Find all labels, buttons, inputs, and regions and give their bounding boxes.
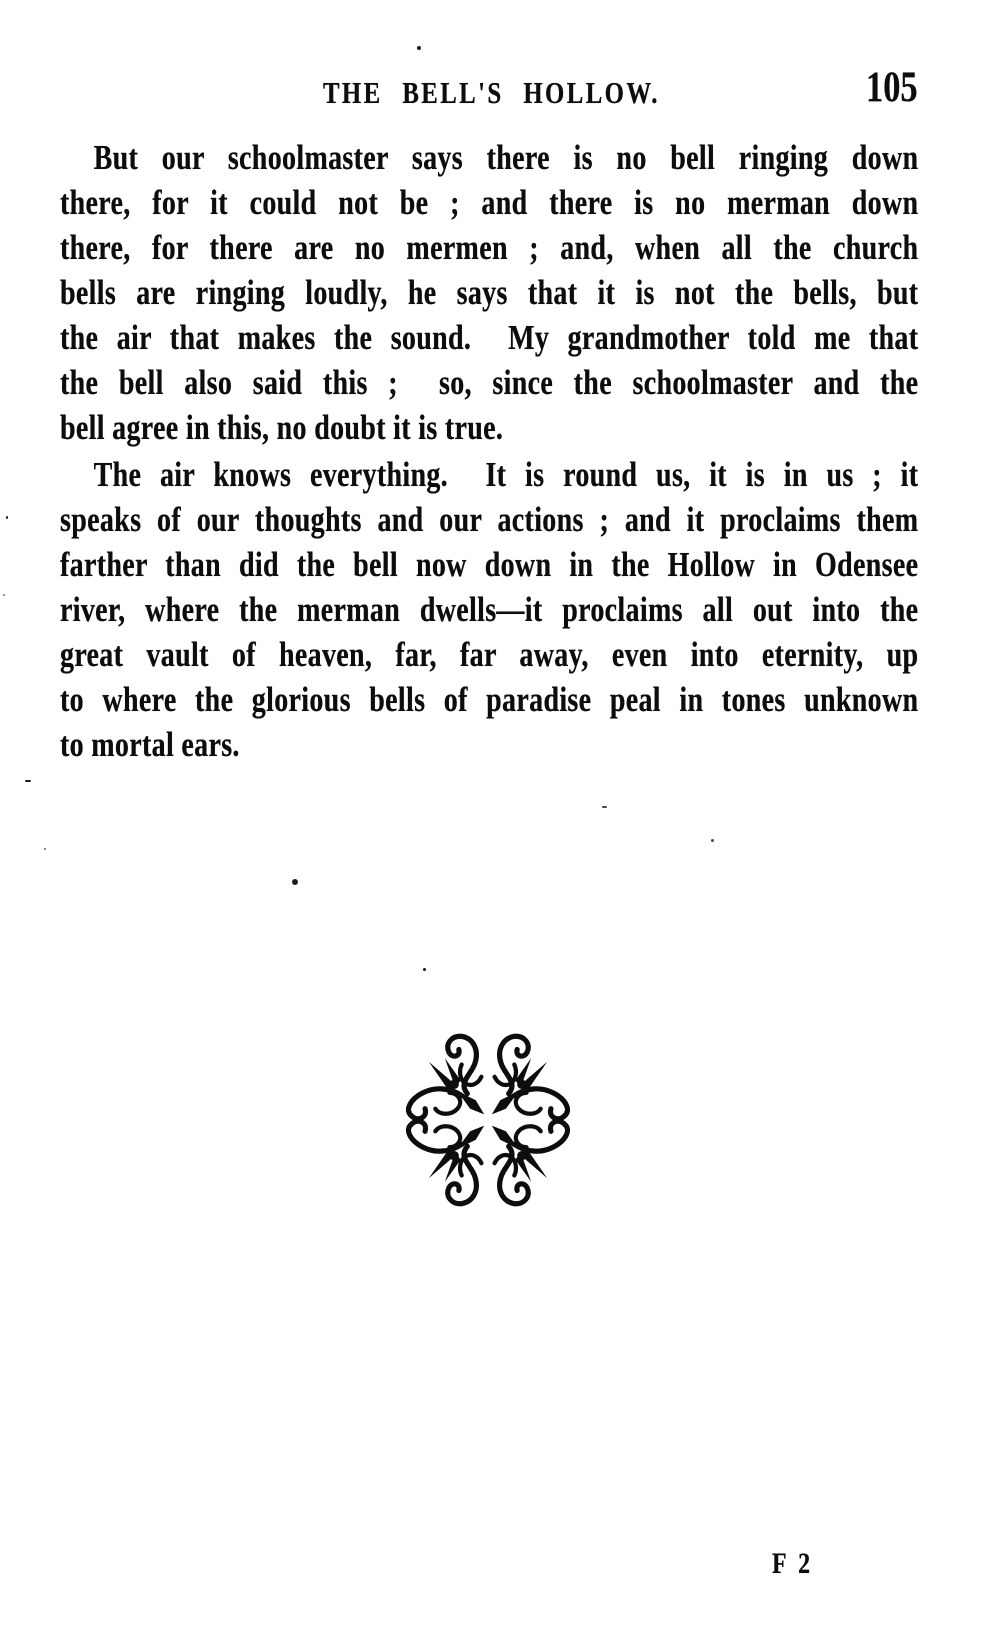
text-line: there, for it could not be ; and there is no merman down [60,183,919,222]
text-line: the air that makes the sound. My grandmother told me that [60,318,919,357]
text-line: bell agree in this, no doubt it is true. [60,408,504,447]
text-line: But our schoolmaster says there is no bell ringing down [93,138,919,177]
text-line: to mortal ears. [60,725,240,764]
scan-speck [3,594,5,596]
text-line: there, for there are no mermen ; and, when all the church [60,228,919,267]
scan-speck [6,516,8,519]
paragraph-1 [60,135,918,450]
text-line: farther than did the bell now down in the Hollow in Odensee [60,545,919,584]
text-line: speaks of our thoughts and our actions ; and it proclaims them [60,500,919,539]
signature-mark: F 2 [772,1547,811,1580]
text-line: river, where the merman dwells—it proclaims all out into the [60,590,919,629]
scan-speck [423,968,426,971]
fleuron-ornament-icon [392,1026,584,1214]
text-line: to where the glorious bells of paradise peal in tones unknown [60,680,919,719]
running-header-title: THE BELL'S HOLLOW. [322,75,660,110]
text-line: bells are ringing loudly, he says that it is not the bells, but [60,273,919,312]
scan-speck [292,879,298,885]
text-line: great vault of heaven, far, far away, even into eternity, up [60,635,919,674]
scan-speck [711,839,714,842]
text-line: the bell also said this ; so, since the schoolmaster and the [60,363,919,402]
text-line: The air knows everything. It is round us, it is in us ; it [93,455,919,494]
page-number: 105 [866,64,918,111]
scan-speck [602,806,607,808]
scan-speck [44,848,46,850]
paragraph-2 [60,452,918,767]
scan-speck [417,46,421,50]
scan-speck [25,780,31,782]
